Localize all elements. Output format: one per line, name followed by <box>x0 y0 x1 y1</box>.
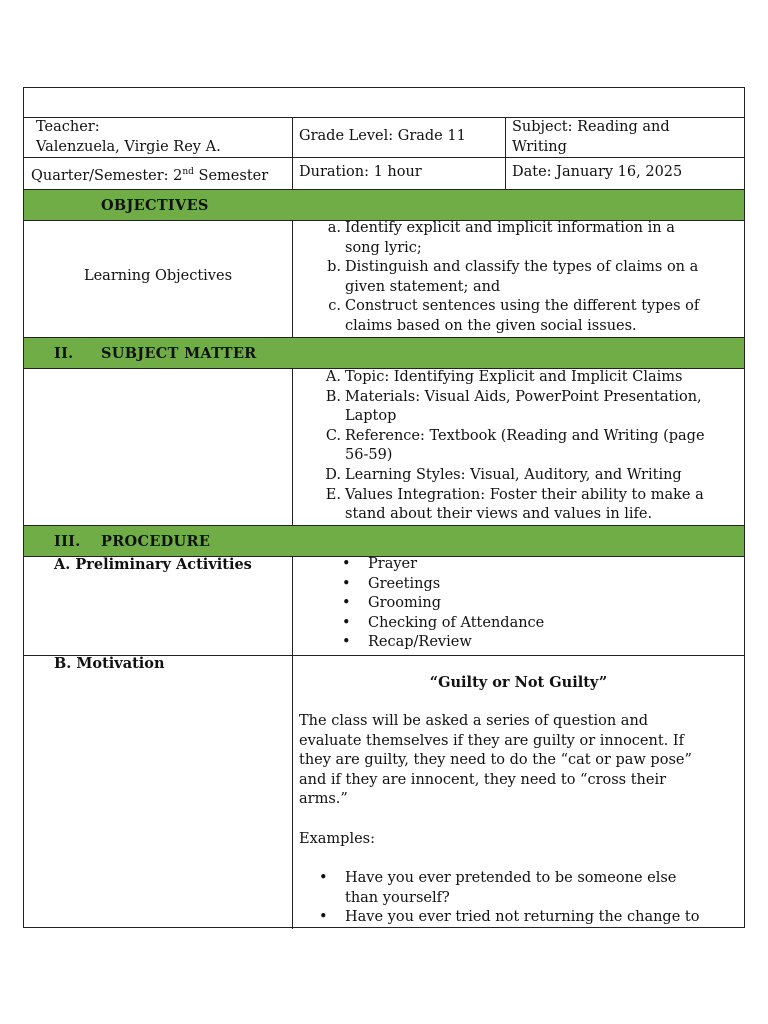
objective-marker: b. <box>327 259 341 276</box>
bullet-icon: • <box>319 870 328 886</box>
subject-matter-marker: A. <box>325 369 341 385</box>
objectives-list-cell <box>292 221 744 337</box>
quarter-semester: Quarter/Semester: 2nd Semester <box>31 167 269 184</box>
teacher-label: Teacher: <box>36 119 100 135</box>
date-cell <box>505 158 744 189</box>
preliminary-label-cell <box>24 557 292 655</box>
objective-line: song lyric; <box>345 239 422 256</box>
bullet-icon: • <box>342 634 351 651</box>
objective-line: Identify explicit and implicit information in a <box>345 220 675 236</box>
procedure-header-row <box>24 526 744 557</box>
motivation-content-cell <box>292 656 744 929</box>
preliminary-list-cell <box>292 557 744 655</box>
subject-matter-line: Topic: Identifying Explicit and Implicit Claims <box>345 369 683 385</box>
learning-objectives-label: Learning Objectives <box>83 268 233 285</box>
preliminary-activity-item <box>342 555 544 575</box>
description-line: they are guilty, they need to do the “cat or paw pose” <box>299 752 692 769</box>
example-question-text: Have you ever pretended to be someone else <box>345 870 677 886</box>
subject-matter-line: 56-59) <box>345 447 393 464</box>
duration: Duration: 1 hour <box>299 164 422 180</box>
teacher-name: Valenzuela, Virgie Rey A. <box>36 138 221 155</box>
examples-list <box>319 869 700 928</box>
duration-cell <box>292 158 505 189</box>
preliminary-activity-text: Recap/Review <box>368 634 472 651</box>
subject-matter-line: stand about their views and values in life. <box>345 506 653 523</box>
objectives-list <box>327 219 700 337</box>
preliminary-activity-text: Checking of Attendance <box>368 614 545 631</box>
objective-item <box>328 297 700 336</box>
objective-line: Construct sentences using the different types of <box>345 298 700 315</box>
procedure-heading: PROCEDURE <box>101 532 211 550</box>
subject-matter-marker: B. <box>325 388 341 405</box>
preliminary-activities-row <box>24 557 744 656</box>
bullet-icon: • <box>342 556 351 572</box>
objective-marker: c. <box>328 298 341 315</box>
preliminary-activities-label: A. Preliminary Activities <box>54 556 252 573</box>
grade-level: Grade Level: Grade 11 <box>299 128 466 144</box>
preliminary-activity-item <box>342 575 544 595</box>
motivation-row <box>24 656 744 929</box>
header-row-1 <box>24 118 744 158</box>
description-line: evaluate themselves if they are guilty or innocent. If <box>299 732 684 749</box>
subject-matter-row <box>24 369 744 526</box>
preliminary-activity-item <box>342 633 544 653</box>
bullet-icon: • <box>342 614 351 631</box>
bullet-icon: • <box>319 909 328 926</box>
description-line: and if they are innocent, they need to “cross their <box>299 771 667 788</box>
subject-matter-line: Learning Styles: Visual, Auditory, and Writing <box>345 466 682 483</box>
preliminary-activity-item <box>342 594 544 614</box>
preliminary-activity-text: Grooming <box>368 595 441 612</box>
subject-matter-item <box>325 427 705 466</box>
subject-matter-line: Reference: Textbook (Reading and Writing (page <box>345 427 705 444</box>
subject-line-2: Writing <box>512 138 567 155</box>
preliminary-activity-text: Greetings <box>368 575 441 592</box>
bullet-icon: • <box>342 595 351 612</box>
header-row-2 <box>24 158 744 190</box>
example-question-text: Have you ever tried not returning the change to <box>345 909 700 926</box>
subject-matter-line: Values Integration: Foster their ability to make a <box>345 486 704 503</box>
subject-matter-marker: D. <box>325 466 341 483</box>
blank-title-row <box>24 88 744 118</box>
objectives-header-row <box>24 190 744 221</box>
quarter-superscript: nd <box>182 167 194 177</box>
preliminary-activity-text: Prayer <box>368 556 418 572</box>
lesson-plan-table <box>23 87 745 928</box>
objective-item <box>327 219 699 258</box>
activity-description <box>299 712 692 810</box>
objective-marker: a. <box>327 220 341 236</box>
objectives-row <box>24 221 744 338</box>
motivation-label-cell <box>24 656 292 929</box>
subject-matter-line: Materials: Visual Aids, PowerPoint Presentation, <box>345 388 702 405</box>
quarter-cell <box>24 158 292 189</box>
preliminary-activity-item <box>342 614 545 634</box>
description-line: arms.” <box>299 791 348 808</box>
objective-item <box>327 258 699 297</box>
subject-matter-item <box>325 466 705 486</box>
bullet-icon: • <box>342 575 351 592</box>
grade-level-cell <box>292 118 505 157</box>
subject-matter-marker: C. <box>325 427 341 444</box>
preliminary-activities-list <box>342 555 545 653</box>
date: Date: January 16, 2025 <box>512 164 683 180</box>
example-question-item <box>319 908 700 928</box>
subject-matter-list <box>325 368 705 525</box>
objectives-label-cell <box>24 221 292 337</box>
subject-matter-item <box>325 388 705 427</box>
subject-matter-item <box>325 368 705 388</box>
subject-matter-line: Laptop <box>345 408 397 425</box>
description-line: The class will be asked a series of question and <box>299 713 649 729</box>
subject-matter-label-cell <box>24 369 292 525</box>
subject-matter-item <box>325 486 705 525</box>
teacher-cell <box>24 118 292 157</box>
subject-matter-list-cell <box>292 369 744 525</box>
motivation-label: B. Motivation <box>54 655 165 672</box>
objective-line: given statement; and <box>345 278 501 295</box>
examples-label: Examples: <box>299 831 375 847</box>
example-question-item <box>319 869 699 908</box>
objective-line: Distinguish and classify the types of claims on a <box>345 259 699 276</box>
subject-matter-heading: SUBJECT MATTER <box>101 344 257 362</box>
activity-title: “Guilty or Not Guilty” <box>429 674 608 691</box>
example-question-text: than yourself? <box>345 889 450 906</box>
subject-matter-numeral: II. <box>54 344 74 362</box>
objectives-heading: OBJECTIVES <box>101 196 209 214</box>
procedure-numeral: III. <box>54 532 81 550</box>
subject-matter-marker: E. <box>325 486 341 503</box>
subject-cell <box>505 118 744 157</box>
subject-matter-header-row <box>24 338 744 369</box>
objective-line: claims based on the given social issues. <box>345 317 637 334</box>
subject-line-1: Subject: Reading and <box>512 119 670 135</box>
